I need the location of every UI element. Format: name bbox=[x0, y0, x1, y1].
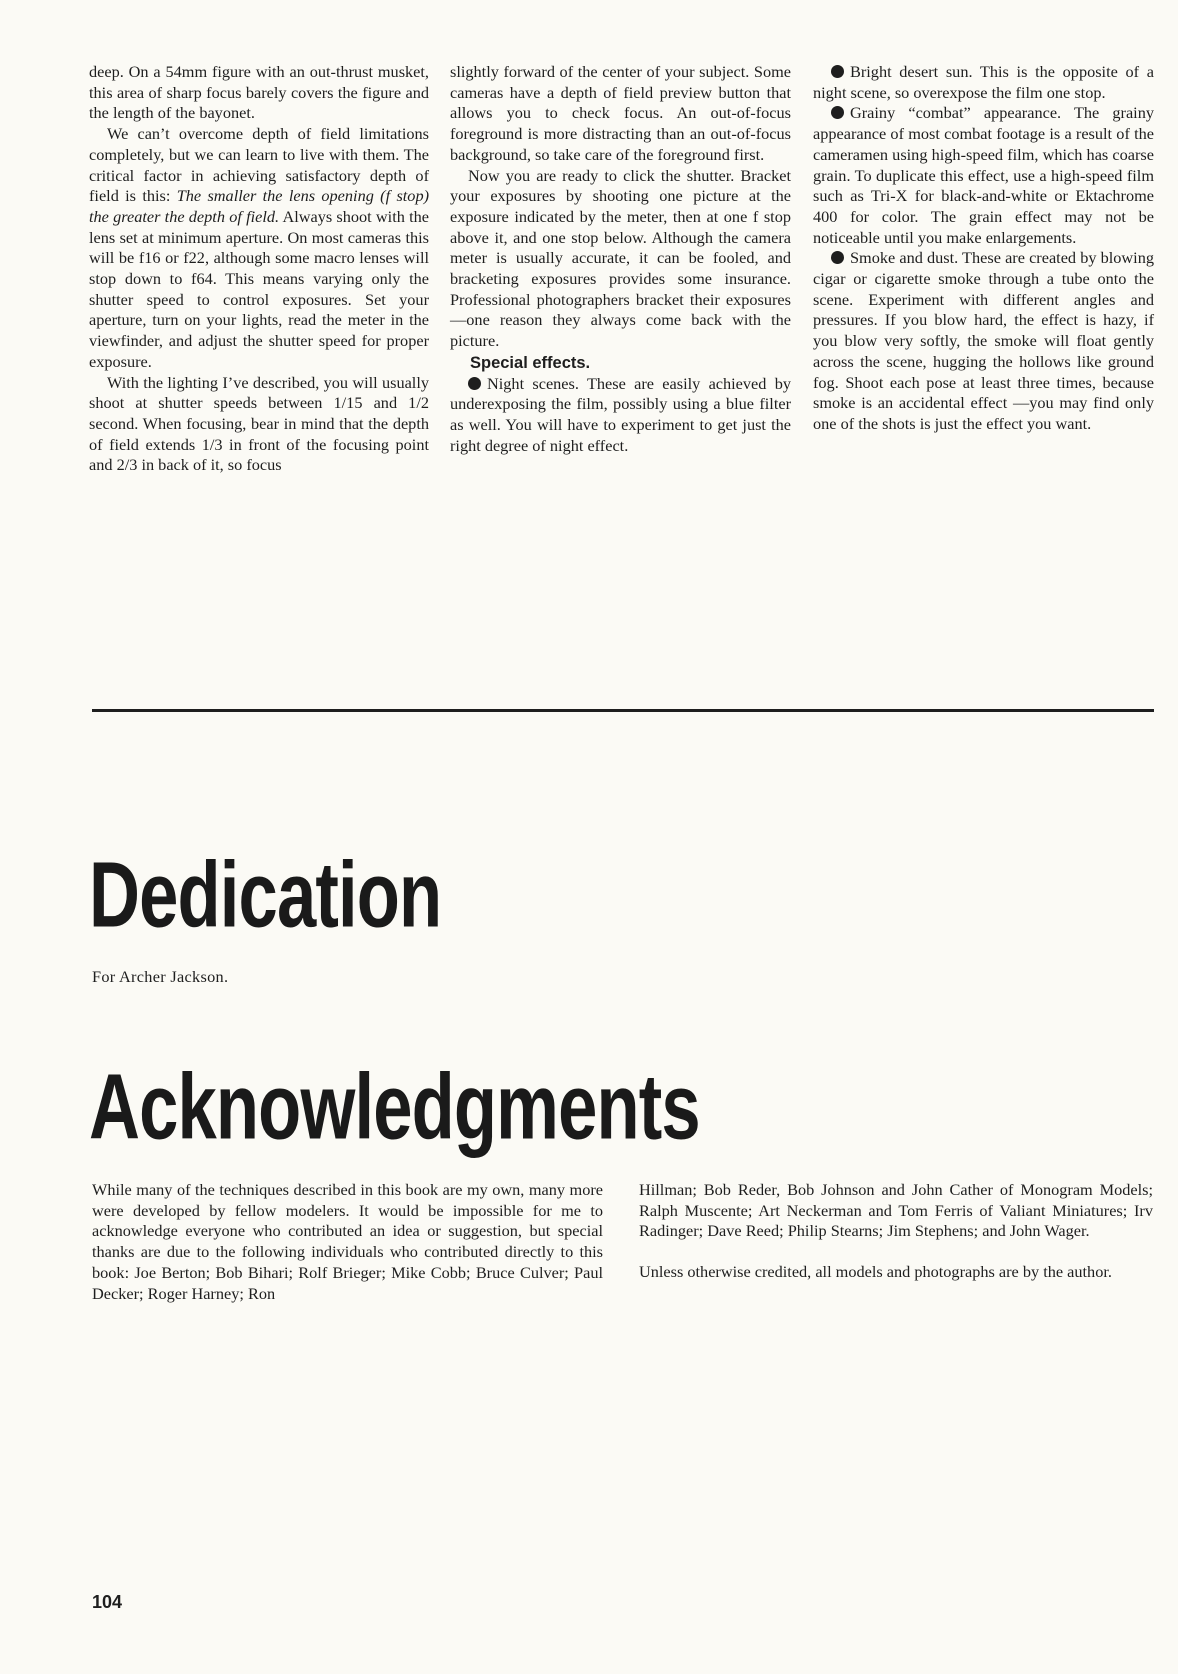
text-column-2 bbox=[450, 62, 791, 456]
paragraph: deep. On a 54mm figure with an out-thrust musket, this area of sharp focus barely covers the figure and the length of the bayonet. bbox=[89, 62, 429, 123]
paragraph: Now you are ready to click the shutter. Bracket your exposures by shooting one picture at the exposure indicated by the meter, then at one f stop above it, and one stop below. Although the camera meter is usually accurate, it can be fooled, and bracketing exposures provides some insurance. Professional photographers bracket their exposures—one reason they always come back with the picture. bbox=[450, 165, 791, 351]
acknowledgments-column-2 bbox=[639, 1180, 1153, 1283]
emphasis-text: The smaller the lens opening (f stop) the greater the depth of field. bbox=[89, 186, 430, 226]
page-number: 104 bbox=[92, 1592, 123, 1612]
section-divider bbox=[92, 709, 1154, 712]
paragraph: Hillman; Bob Reder, Bob Johnson and John Cather of Monogram Models; Ralph Muscente; Art Neckerman and Tom Ferris of Valiant Miniatures; Irv Radinger; Dave Reed; Philip Stearns; Jim Stephens; and John Wager. bbox=[639, 1180, 1153, 1241]
text-column-3 bbox=[813, 62, 1154, 435]
bullet-item bbox=[813, 248, 1154, 434]
paragraph: While many of the techniques described in this book are my own, many more were developed by fellow modelers. It would be impossible for me to acknowledge everyone who contributed an idea or suggestion, but special thanks are due to the following individuals who contributed directly to this book: Joe Berton; Bob Bihari; Rolf Brieger; Mike Cobb; Bruce Culver; Paul Decker; Roger Harney; Ron bbox=[92, 1180, 603, 1303]
paragraph: slightly forward of the center of your subject. Some cameras have a depth of field preview button that allows you to check focus. An out-of-focus foreground is more distracting than an out-of-focus background, so take care of the foreground first. bbox=[450, 62, 791, 164]
bullet-text: Bright desert sun. This is the opposite of a night scene, so overexpose the film one stop. bbox=[813, 62, 1154, 102]
bullet-dot-icon bbox=[831, 251, 844, 264]
dedication-heading: Dedication bbox=[89, 843, 442, 947]
bullet-dot-icon bbox=[831, 106, 844, 119]
paragraph-text: We can’t overcome depth of field limitations completely, but we can learn to live with them. The critical factor in achieving satisfactory depth of field is this: bbox=[89, 124, 429, 206]
acknowledgments-heading: Acknowledgments bbox=[89, 1055, 700, 1159]
paragraph: With the lighting I’ve described, you will usually shoot at shutter speeds between 1/15 and 1/2 second. When focusing, bear in mind that the depth of field extends 1/3 in front of the focusing point and 2/3 in back of it, so focus bbox=[89, 372, 429, 475]
dedication-text: For Archer Jackson. bbox=[92, 967, 229, 986]
bullet-dot-icon bbox=[831, 65, 844, 78]
bullet-dot-icon bbox=[468, 377, 481, 390]
paragraph bbox=[89, 124, 429, 372]
text-column-1 bbox=[89, 62, 429, 476]
bullet-text: Smoke and dust. These are created by blowing cigar or cigarette smoke through a tube onto the scene. Experiment with different angles and pressures. If you blow hard, the effect is hazy, if you blow very softly, the smoke will float gently across the scene, hugging the hollows like ground fog. Shoot each pose at least three times, because smoke is an accidental effect —you may find only one of the shots is just the effect you want. bbox=[813, 248, 1154, 433]
bullet-text: Grainy “combat” appearance. The grainy appearance of most combat footage is a result of the cameramen using high-speed film, which has coarse grain. To duplicate this effect, use a high-speed film such as Tri-X for black-and-white or Ektachrome 400 for color. The grain effect may not be noticeable until you make enlargements. bbox=[813, 103, 1154, 247]
paragraph: Unless otherwise credited, all models and photographs are by the author. bbox=[639, 1262, 1112, 1282]
bullet-item bbox=[450, 374, 791, 457]
bullet-item bbox=[813, 103, 1154, 248]
special-effects-subhead: Special effects. bbox=[470, 353, 591, 372]
paragraph-text: Always shoot with the lens set at minimum aperture. On most cameras this will be f16 or f22, although some macro lenses will stop down to f64. This means varying only the shutter speed to control exposures. Set your aperture, turn on your lights, read the meter in the viewfinder, and adjust the shutter speed for proper exposure. bbox=[89, 206, 429, 371]
bullet-item bbox=[813, 62, 1154, 103]
acknowledgments-column-1 bbox=[92, 1180, 603, 1304]
bullet-text: Night scenes. These are easily achieved by underexposing the film, possibly using a blue filter as well. You will have to experiment to get just the right degree of night effect. bbox=[450, 373, 791, 455]
